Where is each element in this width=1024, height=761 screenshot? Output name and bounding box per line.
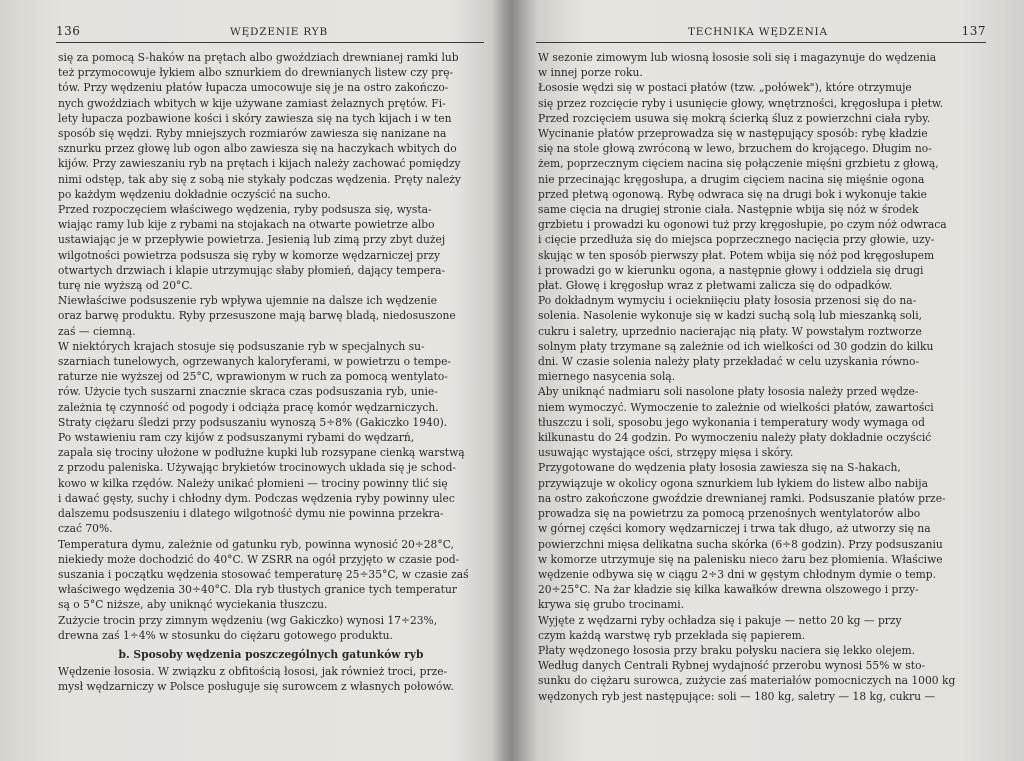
- text-line: Niewłaściwe podsuszenie ryb wpływa ujemnie na dalsze ich wędzenie: [58, 294, 437, 308]
- text-line: w komorze utrzymuje się na palenisku nieco żaru bez płomienia. Właściwe: [538, 552, 943, 566]
- text-line: przywiązuje w okolicy ogona sznurkiem lub łykiem do listew albo nabija: [538, 476, 928, 490]
- text-line: Wycinanie płatów przeprowadza się w następujący sposób: rybę kładzie: [538, 127, 928, 141]
- text-line: właściwego wędzenia 30÷40°C. Dla ryb tłustych granice tych temperatur: [58, 583, 457, 597]
- text-line: oraz barwę produktu. Ryby przesuszone mają barwę bladą, niedosuszone: [58, 309, 456, 323]
- text-line: Płaty wędzonego łososia przy braku połysku naciera się lekko olejem.: [538, 643, 915, 657]
- text-line: przed płetwą ogonową. Rybę odwraca się na drugi bok i wykonuje takie: [538, 187, 927, 201]
- text-line: czać 70%.: [58, 522, 113, 536]
- text-line: Zużycie trocin przy zimnym wędzeniu (wg Gakiczko) wynosi 17÷23%,: [58, 613, 438, 627]
- text-line: prowadza się na powietrzu za pomocą przenośnych wentylatorów albo: [538, 507, 921, 521]
- text-line: kijów. Przy zawieszaniu ryb na prętach i kijach należy zachować pomiędzy: [58, 157, 461, 171]
- text-line: żem, poprzecznym cięciem nacina się połączenie mięśni grzbietu z głową,: [538, 157, 939, 171]
- right-page-text: [538, 50, 986, 704]
- text-line: Przed rozcięciem usuwa się mokrą ścierką śluz z powierzchni ciała ryby.: [538, 111, 931, 125]
- text-line: niekiedy może dochodzić do 40°C. W ZSRR na ogół przyjęto w czasie pod-: [58, 552, 460, 566]
- text-line: grzbietu i prowadzi ku ogonowi tuż przy kręgosłupie, po czym nóż odwraca: [538, 218, 947, 232]
- text-line: W sezonie zimowym lub wiosną łososie soli się i magazynuje do wędzenia: [538, 51, 937, 64]
- text-line: wilgotności powietrza podsusza się ryby w komorze wędzarniczej przy: [58, 248, 441, 262]
- text-line: usuwając wystające ości, strzępy mięsa i skóry.: [538, 446, 794, 460]
- text-line: Według danych Centrali Rybnej wydajność przerobu wynosi 55% w sto-: [538, 659, 926, 673]
- text-line: mysł wędzarniczy w Polsce posługuje się surowcem z własnych połowów.: [58, 680, 454, 694]
- text-line: same cięcia na drugiej stronie ciała. Następnie wbija się nóż w środek: [538, 203, 919, 217]
- right-running-head: TECHNIKA WĘDZENIA: [688, 26, 828, 38]
- text-line: nych gwoździach wbitych w kije używane zamiast żelaznych prętów. Fi-: [58, 96, 446, 110]
- text-line: lety łupacza pozbawione kości i skóry zawiesza się na tych kijach i w ten: [58, 111, 452, 125]
- text-line: zależnia tę czynność od pogody i odciąża pracę komór wędzarniczych.: [58, 400, 439, 414]
- text-line: kowo w kilka rzędów. Należy unikać płomieni — trociny powinny tlić się: [58, 476, 448, 490]
- text-line: zapala się trociny ułożone w podłużne kupki lub rozsypane cienką warstwą: [58, 446, 465, 460]
- text-line: na ostro zakończone gwoździe drewnianej ramki. Podsuszanie płatów prze-: [538, 491, 946, 505]
- right-page: [518, 0, 1024, 761]
- text-line: suszania i początku wędzenia stosować temperaturę 25÷35°C, w czasie zaś: [58, 567, 469, 581]
- section-subheading: b. Sposoby wędzenia poszczególnych gatunków ryb: [118, 647, 424, 661]
- text-line: zaś — ciemną.: [58, 324, 136, 338]
- text-line: Po wstawieniu ram czy kijów z podsuszanymi rybami do wędzarń,: [58, 431, 415, 445]
- text-line: sposób się wędzi. Ryby mniejszych rozmiarów zawiesza się nanizane na: [58, 127, 447, 141]
- text-line: się przez rozcięcie ryby i usunięcie głowy, wnętrzności, kręgosłupa i płetw.: [538, 96, 944, 110]
- text-line: się za pomocą S-haków na prętach albo gwoździach drewnianej ramki lub: [58, 51, 459, 64]
- text-line: drewna zaś 1÷4% w stosunku do ciężaru gotowego produktu.: [58, 628, 393, 642]
- right-page-number: 137: [961, 24, 986, 38]
- text-line: szarniach tunelowych, ogrzewanych kaloryferami, w powietrzu o tempe-: [58, 355, 452, 369]
- text-line: ustawiając je w przepływie powietrza. Jesienią lub zimą przy zbyt dużej: [58, 233, 446, 247]
- text-line: sunku do ciężaru surowca, zużycie zaś materiałów pomocniczych na 1000 kg: [538, 674, 956, 688]
- text-line: tłuszczu i soli, sposobu jego wykonania i temperatury wody wymaga od: [538, 415, 925, 429]
- text-line: z przodu paleniska. Używając brykietów trocinowych układa się je schod-: [58, 461, 457, 475]
- text-line: nimi odstęp, tak aby się z sobą nie stykały podczas wędzenia. Pręty należy: [58, 172, 461, 186]
- text-line: Przygotowane do wędzenia płaty łososia zawiesza się na S-hakach,: [538, 461, 901, 475]
- text-line: wiając ramy lub kije z rybami na stojakach na otwarte powietrze albo: [58, 218, 435, 232]
- text-line: krywa się grubo trocinami.: [538, 598, 685, 612]
- text-line: raturze nie wyższej od 25°C, wprawionym w ruch za pomocą wentylato-: [58, 370, 448, 384]
- text-line: 20÷25°C. Na żar kładzie się kilka kawałków drewna olszowego i przy-: [538, 583, 919, 597]
- text-line: wędzenie odbywa się w ciągu 2÷3 dni w gęstym chłodnym dymie o temp.: [538, 567, 937, 581]
- left-page-number: 136: [56, 24, 81, 38]
- text-line: W niektórych krajach stosuje się podsuszanie ryb w specjalnych su-: [58, 339, 425, 353]
- text-line: wędzonych ryb jest następujące: soli — 180 kg, saletry — 18 kg, cukru —: [538, 689, 936, 703]
- text-line: w górnej części komory wędzarniczej i trwa tak długo, aż utworzy się na: [538, 522, 931, 536]
- text-line: płat. Głowę i kręgosłup wraz z płetwami zalicza się do odpadków.: [538, 279, 893, 293]
- text-line: i cięcie przedłuża się do miejsca poprzecznego nacięcia przy głowie, uzy-: [538, 233, 935, 247]
- text-line: rów. Użycie tych suszarni znacznie skraca czas podsuszania ryb, unie-: [58, 385, 438, 399]
- text-line: turę nie wyższą od 20°C.: [58, 279, 193, 293]
- right-page-header: [536, 22, 986, 43]
- left-page-header: [56, 22, 484, 43]
- text-line: też przymocowuje łykiem albo sznurkiem do drewnianych listew czy prę-: [58, 66, 454, 80]
- text-line: dalszemu podsuszeniu i dlatego wilgotność dymu nie powinna przekra-: [58, 507, 444, 521]
- left-running-head: WĘDZENIE RYB: [230, 26, 329, 38]
- text-line: Straty ciężaru śledzi przy podsuszaniu wynoszą 5÷8% (Gakiczko 1940).: [58, 415, 448, 429]
- text-line: otwartych drzwiach i klapie utrzymując słaby płomień, dający tempera-: [58, 263, 446, 277]
- text-line: po każdym wędzeniu dokładnie oczyścić na sucho.: [58, 187, 331, 201]
- text-line: powierzchni mięsa delikatna sucha skórka (6÷8 godzin). Przy podsuszaniu: [538, 537, 943, 551]
- text-line: i dawać gęsty, suchy i chłodny dym. Podczas wędzenia ryby powinny ulec: [58, 491, 455, 505]
- left-page: [0, 0, 500, 761]
- text-line: w innej porze roku.: [538, 66, 643, 80]
- text-line: i prowadzi go w kierunku ogona, a następnie głowy i oddziela się drugi: [538, 263, 924, 277]
- text-line: się na stole głową zwróconą w lewo, brzuchem do krojącego. Długim no-: [538, 142, 932, 156]
- text-line: tów. Przy wędzeniu płatów łupacza umocowuje się je na ostro zakończo-: [58, 81, 449, 95]
- text-line: skując w ten sposób pierwszy płat. Potem wbija się nóż pod kręgosłupem: [538, 248, 935, 262]
- text-line: miernego nasycenia solą.: [538, 370, 676, 384]
- text-line: Temperatura dymu, zależnie od gatunku ryb, powinna wynosić 20÷28°C,: [58, 537, 454, 551]
- text-line: dni. W czasie solenia należy płaty przekładać w celu uzyskania równo-: [538, 355, 920, 369]
- text-line: są o 5°C niższe, aby uniknąć wyciekania tłuszczu.: [58, 598, 328, 612]
- text-line: solnym płaty trzymane są zależnie od ich wielkości od 30 godzin do kilku: [538, 339, 934, 353]
- text-line: Wędzenie łososia. W związku z obfitością łososi, jak również troci, prze-: [58, 665, 448, 679]
- text-line: nie przecinając kręgosłupa, a drugim cięciem nacina się mięśnie ogona: [538, 172, 925, 186]
- text-line: czym każdą warstwę ryb przekłada się papierem.: [538, 628, 806, 642]
- text-line: kilkunastu do 24 godzin. Po wymoczeniu należy płaty dokładnie oczyścić: [538, 431, 932, 445]
- text-line: Łososie wędzi się w postaci płatów (tzw. „połówek"), które otrzymuje: [538, 81, 912, 95]
- left-page-text: [58, 50, 484, 695]
- text-line: niem wymoczyć. Wymoczenie to zależnie od wielkości płatów, zawartości: [538, 400, 934, 414]
- text-line: solenia. Nasolenie wykonuje się w kadzi suchą solą lub mieszanką soli,: [538, 309, 923, 323]
- text-line: Wyjęte z wędzarni ryby ochładza się i pakuje — netto 20 kg — przy: [538, 613, 902, 627]
- text-line: cukru i saletry, uprzednio nacierając nią płaty. W powstałym roztworze: [538, 324, 922, 338]
- text-line: Przed rozpoczęciem właściwego wędzenia, ryby podsusza się, wysta-: [58, 203, 432, 217]
- text-line: Aby uniknąć nadmiaru soli nasolone płaty łososia należy przed wędze-: [538, 385, 919, 399]
- text-line: sznurku przez głowę lub ogon albo zawiesza się na haczykach wbitych do: [58, 142, 457, 156]
- text-line: Po dokładnym wymyciu i ociekniięciu płaty łososia przenosi się do na-: [538, 294, 917, 308]
